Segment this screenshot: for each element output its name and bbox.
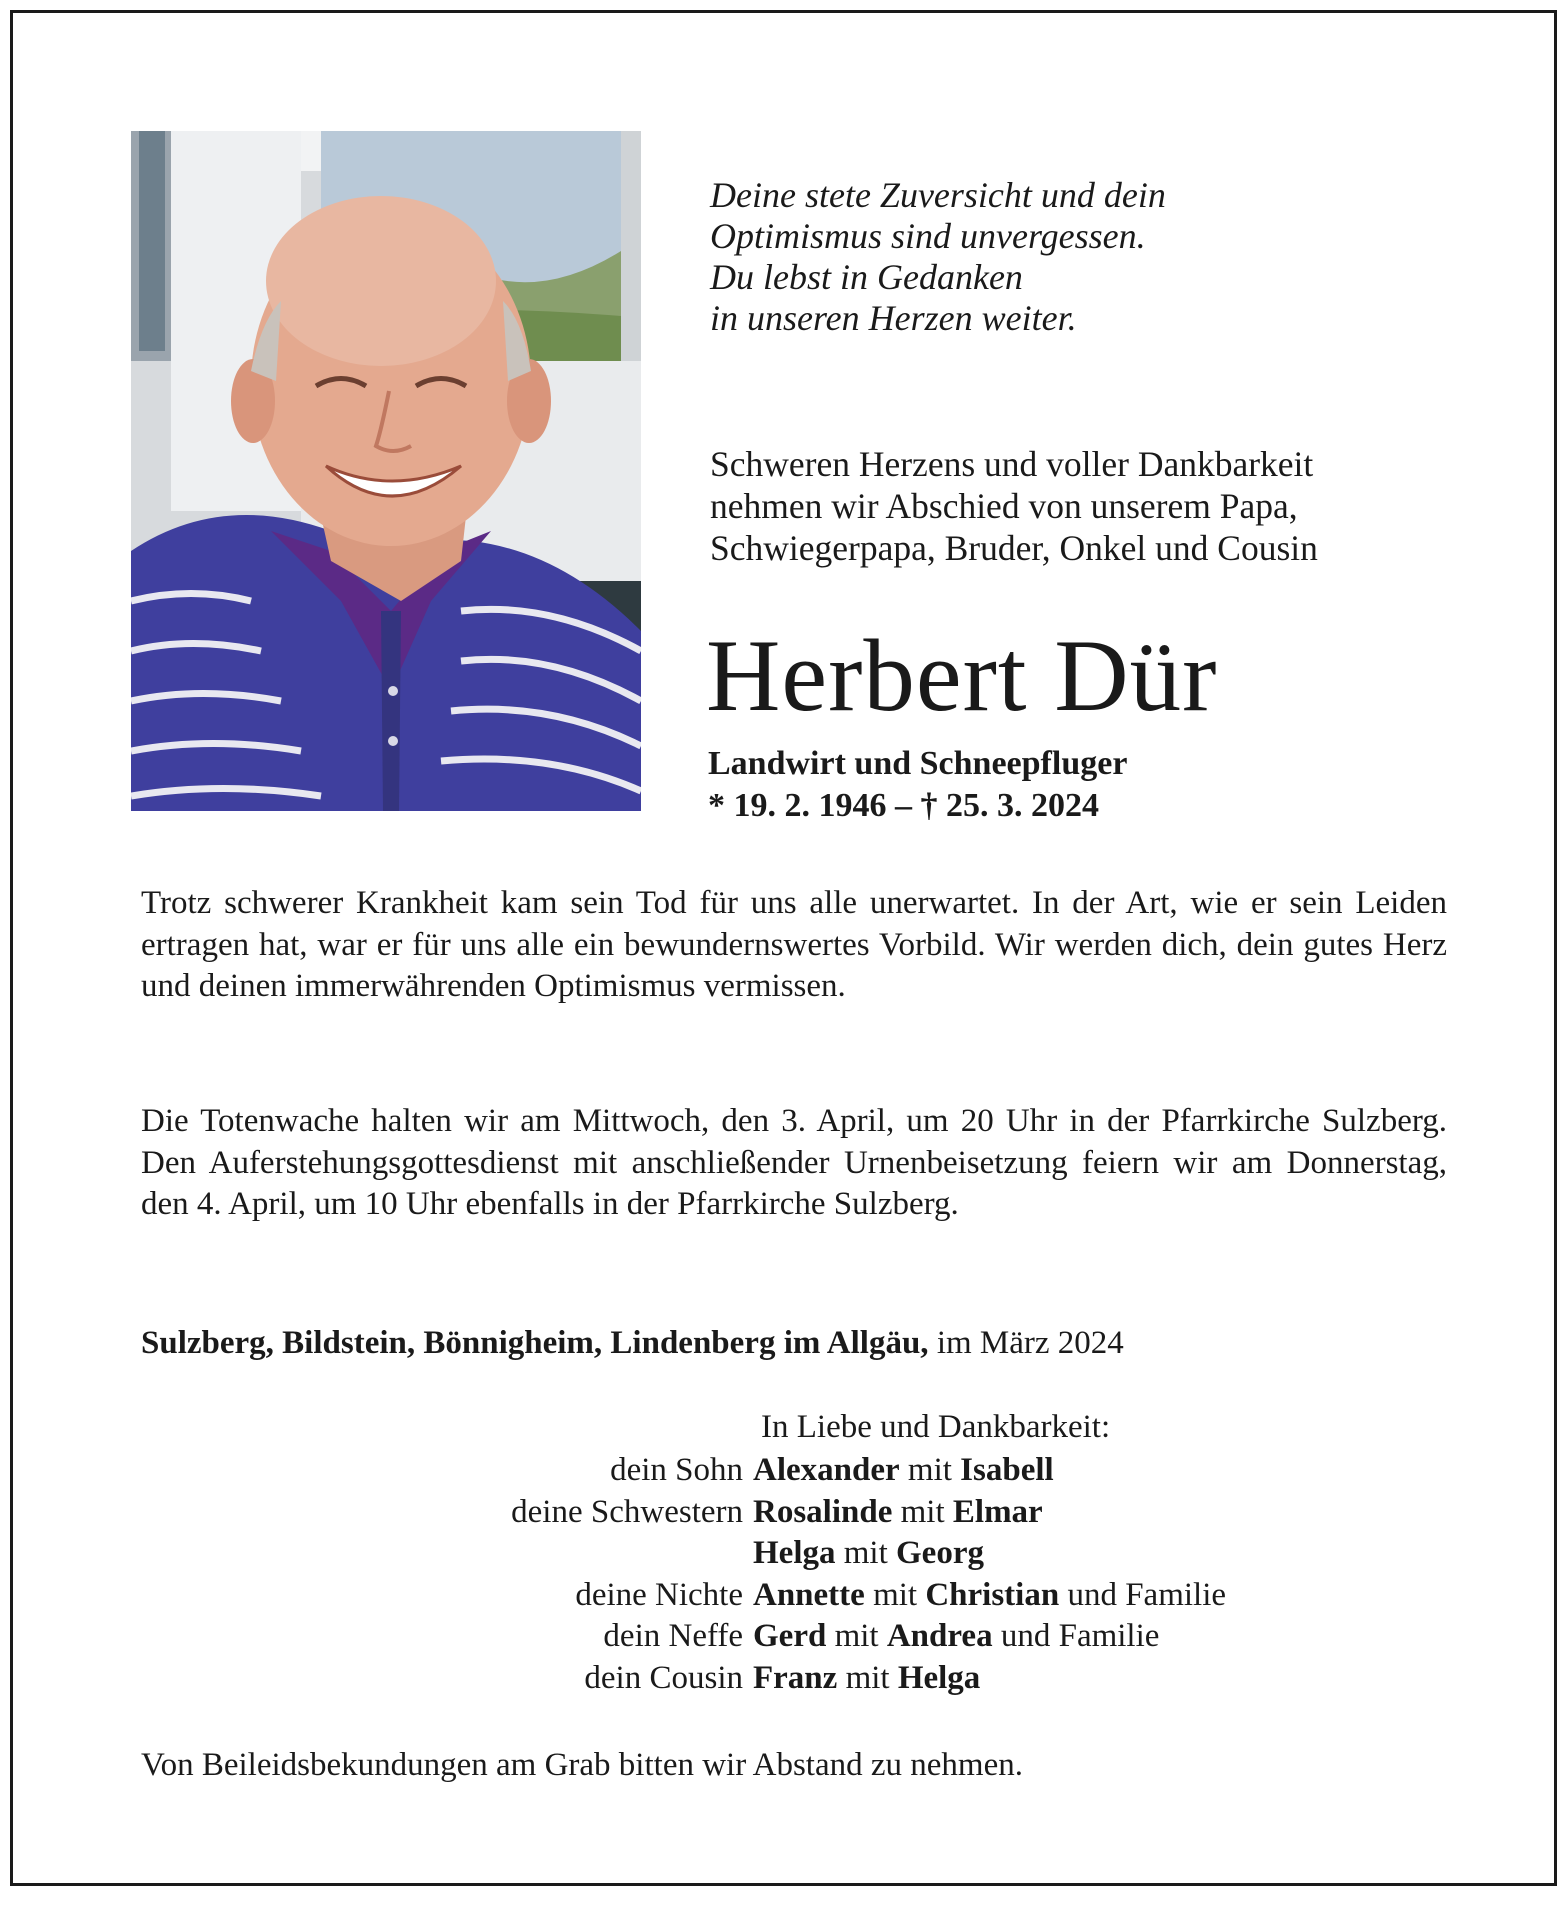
family-row [141, 1616, 1226, 1658]
family-role: deine Nichte [575, 1576, 743, 1613]
family-name: Gerd [753, 1618, 827, 1654]
family-names [753, 1492, 1043, 1534]
family-names [753, 1533, 984, 1575]
intro-line: nehmen wir Abschied von unserem Papa, [710, 486, 1298, 526]
places-list: Sulzberg, Bildstein, Bönnigheim, Lindenberg im Allgäu, [141, 1325, 929, 1361]
family-name: Christian [925, 1576, 1060, 1613]
family-role: dein Cousin [584, 1659, 743, 1696]
family-connector: mit [845, 1659, 890, 1696]
family-list [141, 1450, 1226, 1699]
portrait-photo [131, 131, 641, 811]
portrait-illustration [131, 131, 641, 811]
farewell-intro [710, 443, 1470, 569]
family-name: Isabell [960, 1452, 1054, 1488]
family-role: deine Schwestern [511, 1493, 743, 1530]
obituary-page [10, 10, 1557, 1886]
family-row [141, 1533, 1226, 1575]
family-names [753, 1616, 1159, 1658]
closing-note: Von Beileidsbekundungen am Grab bitten wir Abstand zu nehmen. [141, 1747, 1023, 1783]
family-extra: und Familie [1067, 1576, 1227, 1613]
paragraph-remembrance: Trotz schwerer Krankheit kam sein Tod für uns alle unerwartet. In der Art, wie er sein Leiden ertragen hat, war er für uns alle ein bewundernswertes Vorbild. Wir werden dich, dein gutes Herz und deinen immerwährenden Optimismus vermissen. [141, 885, 1447, 1004]
family-connector: mit [907, 1452, 952, 1488]
deceased-name: Herbert Dür [706, 619, 1218, 733]
places-line [141, 1323, 1447, 1364]
family-role: dein Sohn [610, 1452, 743, 1488]
family-connector: mit [834, 1618, 879, 1654]
family-name: Georg [896, 1535, 984, 1571]
family-extra: und Familie [1000, 1618, 1160, 1654]
family-role [141, 1533, 753, 1575]
family-name: Helga [753, 1535, 836, 1571]
family-connector: mit [843, 1535, 888, 1571]
intro-line: Schweren Herzens und voller Dankbarkeit [710, 444, 1314, 484]
family-name: Rosalinde [753, 1493, 893, 1530]
place-date: im März 2024 [936, 1325, 1124, 1361]
family-name: Andrea [886, 1618, 993, 1654]
deceased-occupation: Landwirt und Schneepfluger [708, 745, 1128, 782]
family-row [141, 1450, 1226, 1492]
family-row [141, 1658, 1226, 1700]
family-connector: mit [873, 1576, 918, 1613]
family-row [141, 1575, 1226, 1617]
motto-line: Du lebst in Gedanken [710, 257, 1023, 297]
motto-line: in unseren Herzen weiter. [710, 298, 1077, 338]
family-name: Annette [753, 1576, 865, 1613]
family-name: Helga [897, 1659, 981, 1696]
life-dates: * 19. 2. 1946 – † 25. 3. 2024 [708, 787, 1099, 824]
family-row [141, 1492, 1226, 1534]
motto-verse [710, 175, 1470, 339]
love-line: In Liebe und Dankbarkeit: [761, 1409, 1111, 1445]
family-connector: mit [900, 1493, 945, 1530]
family-name: Alexander [753, 1452, 900, 1488]
family-names [753, 1575, 1226, 1617]
paragraph-service-details: Die Totenwache halten wir am Mittwoch, den 3. April, um 20 Uhr in der Pfarrkirche Sulzberg. Den Auferstehungsgottesdienst mit anschließender Urnenbeisetzung feiern wir am Donnerstag, den 4. April, um 10 Uhr ebenfalls in der Pfarrkirche Sulzberg. [141, 1103, 1447, 1222]
motto-line: Deine stete Zuversicht und dein [710, 175, 1166, 215]
family-names [753, 1450, 1054, 1492]
motto-line: Optimismus sind unvergessen. [710, 216, 1146, 256]
family-names [753, 1658, 980, 1700]
family-name: Elmar [952, 1493, 1043, 1530]
family-role: dein Neffe [603, 1618, 743, 1654]
intro-line: Schwiegerpapa, Bruder, Onkel und Cousin [710, 528, 1318, 568]
family-name: Franz [753, 1659, 838, 1696]
